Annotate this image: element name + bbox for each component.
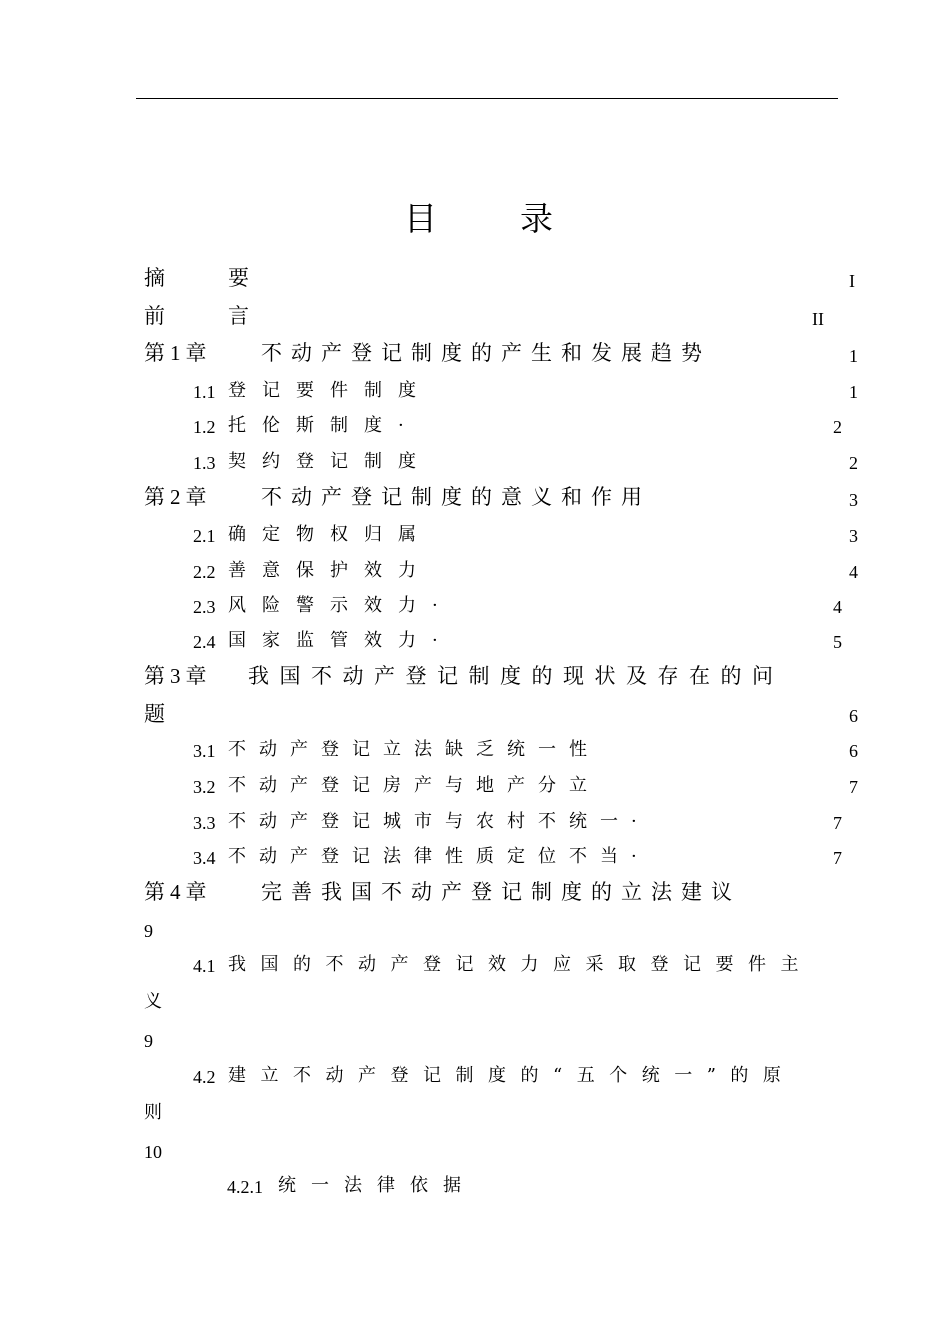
- toc-s1-3-number: 1.3: [193, 453, 216, 473]
- toc-s1-1-page: 1: [849, 382, 858, 402]
- chapter-prefix: 第: [144, 880, 165, 904]
- chapter-suffix: 章: [185, 664, 207, 688]
- chapter-prefix: 第: [144, 664, 165, 688]
- chapter-prefix: 第: [144, 485, 165, 509]
- toc-s3-4-title[interactable]: 不动产登记法律性质定位不当·: [228, 846, 650, 867]
- toc-s4-1-number: 4.1: [193, 956, 216, 976]
- toc-s3-2-number: 3.2: [193, 777, 216, 797]
- toc-s1-2-title[interactable]: 托伦斯制度·: [228, 415, 420, 436]
- toc-s3-1-number: 3.1: [193, 741, 216, 761]
- chapter-number: 1: [170, 341, 181, 365]
- toc-s1-3-page: 2: [849, 453, 858, 473]
- chapter-suffix: 章: [185, 485, 207, 509]
- toc-s3-2-title[interactable]: 不动产登记房产与地产分立: [228, 775, 600, 796]
- toc-ch3-label[interactable]: [144, 666, 207, 687]
- toc-s1-2-page: 2: [833, 417, 842, 437]
- toc-s4-1-page: 9: [144, 1031, 153, 1051]
- toc-preface-label-a[interactable]: 前: [144, 304, 174, 328]
- toc-s3-4-number: 3.4: [193, 848, 216, 868]
- toc-s3-2-page: 7: [849, 777, 858, 797]
- chapter-suffix: 章: [185, 341, 207, 365]
- toc-ch3-title-line1[interactable]: 我国不动产登记制度的现状及存在的问: [248, 664, 784, 688]
- toc-ch2-label[interactable]: [144, 487, 207, 508]
- toc-abstract-label-a[interactable]: 摘: [144, 266, 174, 290]
- toc-s3-4-page: 7: [833, 848, 842, 868]
- toc-s3-3-title[interactable]: 不动产登记城市与农村不统一·: [228, 811, 650, 832]
- toc-s2-3-number: 2.3: [193, 597, 216, 617]
- toc-s4-2-1-number: 4.2.1: [227, 1177, 263, 1197]
- chapter-number: 3: [170, 664, 181, 688]
- toc-s1-1-number: 1.1: [193, 382, 216, 402]
- header-rule: [136, 98, 838, 99]
- toc-s2-2-page: 4: [849, 562, 858, 582]
- toc-s1-2-number: 1.2: [193, 417, 216, 437]
- toc-s2-1-title[interactable]: 确定物权归属: [228, 524, 432, 545]
- toc-s2-1-number: 2.1: [193, 526, 216, 546]
- toc-s2-1-page: 3: [849, 526, 858, 546]
- toc-abstract-label-b[interactable]: 要: [228, 266, 258, 290]
- toc-s4-2-title-line1[interactable]: 建立不动产登记制度的“五个统一”的原: [228, 1065, 796, 1086]
- toc-s3-3-page: 7: [833, 813, 842, 833]
- chapter-number: 4: [170, 880, 181, 904]
- toc-s4-1-title-line1[interactable]: 我国的不动产登记效力应采取登记要件主: [228, 954, 813, 975]
- toc-s4-2-1-title[interactable]: 统一法律依据: [278, 1175, 476, 1196]
- chapter-number: 2: [170, 485, 181, 509]
- toc-title-char-2: 录: [520, 199, 553, 238]
- toc-ch2-page: 3: [849, 490, 858, 510]
- toc-s2-2-number: 2.2: [193, 562, 216, 582]
- toc-ch4-title[interactable]: 完善我国不动产登记制度的立法建议: [261, 880, 741, 904]
- toc-s2-3-title[interactable]: 风险警示效力·: [228, 595, 454, 616]
- toc-ch3-title-line2[interactable]: 题: [144, 702, 174, 726]
- toc-s4-2-number: 4.2: [193, 1067, 216, 1087]
- toc-s1-1-title[interactable]: 登记要件制度: [228, 380, 432, 401]
- chapter-suffix: 章: [185, 880, 207, 904]
- chapter-prefix: 第: [144, 341, 165, 365]
- toc-preface-page: II: [812, 309, 824, 329]
- toc-s3-1-page: 6: [849, 741, 858, 761]
- toc-s1-3-title[interactable]: 契约登记制度: [228, 451, 432, 472]
- toc-ch1-title[interactable]: 不动产登记制度的产生和发展趋势: [261, 341, 711, 365]
- toc-ch1-label[interactable]: [144, 343, 207, 364]
- toc-s2-2-title[interactable]: 善意保护效力: [228, 560, 432, 581]
- toc-ch2-title[interactable]: 不动产登记制度的意义和作用: [261, 485, 651, 509]
- toc-s4-2-page: 10: [144, 1142, 162, 1162]
- toc-s2-4-title[interactable]: 国家监管效力·: [228, 630, 454, 651]
- toc-ch1-page: 1: [849, 346, 858, 366]
- toc-ch4-page: 9: [144, 921, 153, 941]
- toc-ch4-label[interactable]: [144, 882, 207, 903]
- toc-s3-1-title[interactable]: 不动产登记立法缺乏统一性: [228, 739, 600, 760]
- toc-s2-3-page: 4: [833, 597, 842, 617]
- toc-title-char-1: 目: [404, 199, 437, 238]
- toc-preface-label-b[interactable]: 言: [228, 304, 258, 328]
- toc-s2-4-page: 5: [833, 632, 842, 652]
- toc-ch3-page: 6: [849, 706, 858, 726]
- toc-s3-3-number: 3.3: [193, 813, 216, 833]
- toc-s4-2-title-line2[interactable]: 则: [144, 1102, 175, 1123]
- toc-abstract-page: I: [849, 271, 855, 291]
- toc-s4-1-title-line2[interactable]: 义: [144, 991, 175, 1012]
- toc-s2-4-number: 2.4: [193, 632, 216, 652]
